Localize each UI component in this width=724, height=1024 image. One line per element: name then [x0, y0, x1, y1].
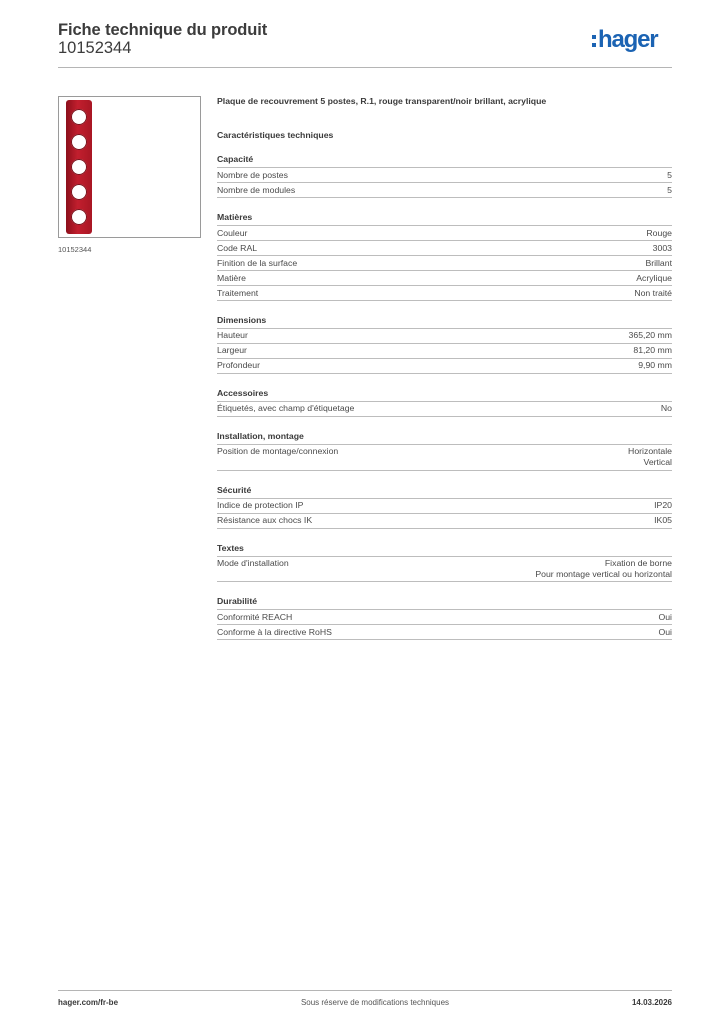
spec-label: Hauteur	[217, 330, 248, 341]
spec-value-line: 9,90 mm	[638, 360, 672, 371]
spec-label: Nombre de postes	[217, 169, 288, 180]
spec-value	[658, 612, 672, 623]
logo-dots-icon	[592, 35, 596, 47]
spec-section	[217, 543, 672, 583]
spec-value-line: Brillant	[645, 257, 672, 268]
spec-value	[661, 403, 672, 414]
spec-label: Traitement	[217, 287, 259, 298]
spec-section	[217, 315, 672, 374]
section-title: Matières	[217, 212, 672, 226]
spec-section	[217, 154, 672, 198]
spec-value-line: IP20	[654, 500, 672, 511]
plate-opening	[71, 209, 87, 225]
spec-section	[217, 388, 672, 417]
spec-content	[217, 96, 672, 640]
spec-value	[646, 228, 672, 239]
spec-label: Finition de la surface	[217, 257, 298, 268]
spec-label: Résistance aux chocs IK	[217, 515, 313, 526]
section-title: Accessoires	[217, 388, 672, 402]
spec-value	[667, 185, 672, 196]
spec-value	[634, 288, 672, 299]
spec-value	[654, 515, 672, 526]
spec-value-line: Oui	[658, 626, 672, 637]
spec-value-line: 3003	[652, 242, 672, 253]
spec-value	[654, 500, 672, 511]
footer	[58, 998, 672, 1007]
spec-label: Nombre de modules	[217, 184, 296, 195]
header-divider	[58, 67, 672, 68]
product-reference: 10152344	[58, 39, 132, 57]
spec-label: Code RAL	[217, 242, 258, 253]
logo-text: hager	[598, 26, 658, 53]
image-caption: 10152344	[58, 245, 92, 254]
footer-divider	[58, 990, 672, 991]
spec-label: Mode d'installation	[217, 558, 289, 569]
spec-value	[667, 170, 672, 181]
spec-value	[535, 558, 672, 580]
spec-sections	[217, 154, 672, 640]
footer-website: hager.com/fr-be	[58, 998, 119, 1007]
spec-row	[217, 329, 672, 344]
spec-value-line: Oui	[658, 611, 672, 622]
spec-value-line: Horizontale	[628, 446, 672, 457]
spec-row	[217, 625, 672, 640]
spec-label: Étiquetés, avec champ d'étiquetage	[217, 403, 355, 414]
spec-label: Conformité REACH	[217, 611, 293, 622]
spec-row	[217, 344, 672, 359]
spec-label: Profondeur	[217, 360, 260, 371]
spec-row	[217, 271, 672, 286]
characteristics-title: Caractéristiques techniques	[217, 130, 334, 140]
spec-label: Largeur	[217, 345, 247, 356]
section-title: Dimensions	[217, 315, 672, 329]
plate-opening	[71, 134, 87, 150]
section-title: Textes	[217, 543, 672, 557]
spec-row	[217, 359, 672, 374]
spec-value-line: Pour montage vertical ou horizontal	[535, 568, 672, 579]
section-title: Durabilité	[217, 596, 672, 610]
spec-value	[653, 243, 672, 254]
page-title: Fiche technique du produit	[58, 21, 268, 39]
hager-logo	[592, 28, 657, 56]
spec-value	[638, 360, 672, 371]
section-title: Installation, montage	[217, 431, 672, 445]
spec-label: Conforme à la directive RoHS	[217, 626, 332, 637]
spec-value-line: No	[660, 403, 672, 414]
spec-value	[636, 273, 672, 284]
plate-opening	[71, 109, 87, 125]
section-title: Sécurité	[217, 485, 672, 499]
spec-value-line: Non traité	[634, 287, 672, 298]
product-image	[58, 96, 201, 238]
spec-row	[217, 610, 672, 625]
spec-value-line: Acrylique	[636, 272, 672, 283]
spec-value	[628, 446, 672, 468]
spec-row	[217, 286, 672, 301]
spec-row	[217, 557, 672, 583]
spec-value-line: 5	[667, 169, 672, 180]
footer-date: 14.03.2026	[631, 998, 672, 1007]
spec-section	[217, 212, 672, 301]
spec-section	[217, 431, 672, 471]
spec-section	[217, 596, 672, 640]
spec-row	[217, 445, 672, 471]
spec-section	[217, 485, 672, 529]
spec-value	[633, 345, 672, 356]
spec-row	[217, 168, 672, 183]
section-title: Capacité	[217, 154, 672, 168]
spec-label: Couleur	[217, 227, 248, 238]
cover-plate-image	[66, 100, 92, 234]
spec-row	[217, 499, 672, 514]
spec-row	[217, 402, 672, 417]
footer-disclaimer: Sous réserve de modifications techniques	[300, 998, 450, 1007]
spec-value-line: Rouge	[646, 227, 672, 238]
plate-opening	[71, 184, 87, 200]
spec-value-line: 81,20 mm	[633, 345, 672, 356]
spec-value	[645, 258, 672, 269]
spec-value-line: Vertical	[643, 457, 672, 468]
spec-row	[217, 256, 672, 271]
spec-label: Indice de protection IP	[217, 500, 304, 511]
spec-label: Position de montage/connexion	[217, 446, 339, 457]
spec-value-line: 365,20 mm	[628, 330, 672, 341]
spec-row	[217, 183, 672, 198]
spec-row	[217, 226, 672, 241]
spec-value-line: Fixation de borne	[604, 558, 672, 569]
spec-row	[217, 514, 672, 529]
spec-value	[658, 627, 672, 638]
plate-opening	[71, 159, 87, 175]
spec-label: Matière	[217, 272, 246, 283]
product-description: Plaque de recouvrement 5 postes, R.1, rouge transparent/noir brillant, acrylique	[217, 96, 547, 106]
spec-value-line: IK05	[654, 515, 672, 526]
spec-row	[217, 241, 672, 256]
spec-value-line: 5	[667, 184, 672, 195]
spec-value	[629, 330, 672, 341]
